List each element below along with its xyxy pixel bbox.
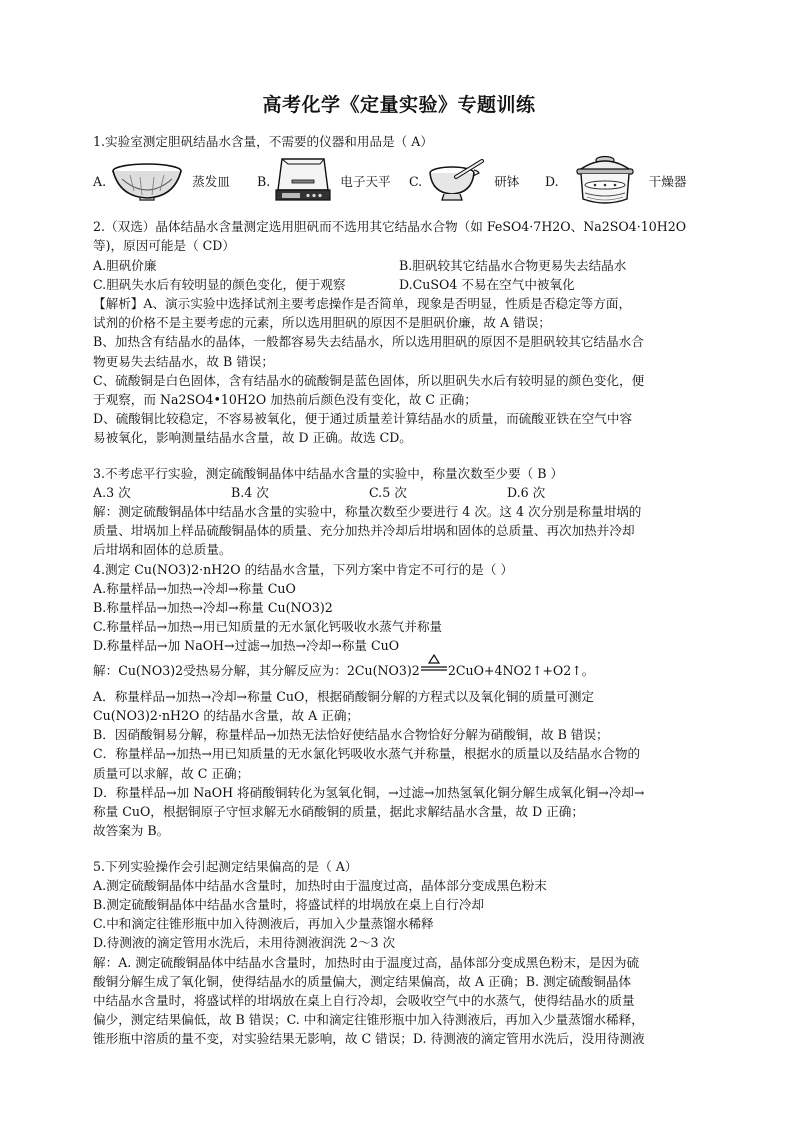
q5-option-a: A.测定硫酸铜晶体中结晶水含量时，加热时由于温度过高，晶体部分变成黑色粉末 xyxy=(93,877,547,893)
q1-option-a xyxy=(93,161,257,201)
mortar-pestle-icon xyxy=(426,159,486,203)
spacer xyxy=(93,448,705,464)
page-title: 高考化学《定量实验》专题训练 xyxy=(262,94,536,116)
electronic-balance-icon xyxy=(274,156,332,206)
analysis-line: 锥形瓶中溶质的量不变，对实验结果无影响，故 C 错误；D. 待测液的滴定管用水洗后，没用待测液 xyxy=(93,1031,645,1047)
q3-analysis xyxy=(93,502,705,560)
document-body xyxy=(93,92,705,1049)
spacer xyxy=(93,841,705,857)
q1-option-b-letter: B. xyxy=(257,173,271,189)
q2-options-row2 xyxy=(93,275,705,294)
analysis-line: C、硫酸铜是白色固体，含有结晶水的硫酸铜是蓝色固体，所以胆矾失水后有较明显的颜色变化，便 xyxy=(93,372,645,388)
q2-stem-line2: 等)，原因可能是（ CD） xyxy=(93,238,235,254)
q3-option-a: A.3 次 xyxy=(93,484,131,500)
q5-stem: 5.下列实验操作会引起测定结果偏高的是（ A） xyxy=(93,858,358,874)
analysis-line: 试剂的价格不是主要考虑的元素，所以选用胆矾的原因不是胆矾价廉，故 A 错误； xyxy=(93,315,551,331)
analysis-line: 解：测定硫酸铜晶体中结晶水含量的实验中，称量次数至少要进行 4 次。这 4 次分别是称量坩埚的 xyxy=(93,504,642,520)
q2-option-d: D.CuSO4 不易在空气中被氧化 xyxy=(399,276,575,292)
analysis-line: 物更易失去结晶水，故 B 错误； xyxy=(93,353,274,369)
q5-option-d: D.待测液的滴定管用水洗后，未用待测液润洗 2～3 次 xyxy=(93,935,396,951)
analysis-line: B．因硝酸铜易分解，称量样品→加热无法恰好使结晶水合物恰好分解为硝酸铜，故 B 错误； xyxy=(93,727,609,743)
heat-equals-icon xyxy=(420,664,448,678)
q2-options-row1 xyxy=(93,256,705,275)
q1-option-c-label: 研钵 xyxy=(494,173,520,189)
desiccator-icon xyxy=(573,155,637,207)
q4-option-b: B.称量样品→加热→冷却→称量 Cu(NO3)2 xyxy=(93,600,333,616)
q4-options xyxy=(93,579,705,656)
evaporating-dish-icon xyxy=(110,161,184,201)
q1-option-b-label: 电子天平 xyxy=(340,173,391,189)
q3-options xyxy=(93,483,705,502)
analysis-line: 后坩埚和固体的总质量。 xyxy=(93,542,232,558)
analysis-line: 于观察，而 Na2SO4•10H2O 加热前后颜色没有变化，故 C 正确； xyxy=(93,392,477,408)
q4-option-d: D.称量样品→加 NaOH→过滤→加热→冷却→称量 CuO xyxy=(93,638,400,654)
q4-stem: 4.测定 Cu(NO3)2·nH2O 的结晶水含量，下列方案中肯定不可行的是（ ） xyxy=(93,561,514,577)
q1-option-c xyxy=(409,159,545,203)
analysis-line: D、硫酸铜比较稳定，不容易被氧化，便于通过质量差计算结晶水的质量，而硫酸亚铁在空气中容 xyxy=(93,411,633,427)
q4-option-a: A.称量样品→加热→冷却→称量 CuO xyxy=(93,580,296,596)
analysis-line: 中结晶水含量时，将盛试样的坩埚放在桌上自行冷却，会吸收空气中的水蒸气，使得结晶水的质量 xyxy=(93,992,635,1008)
q4-option-c: C.称量样品→加热→用已知质量的无水氯化钙吸收水蒸气并称量 xyxy=(93,619,443,635)
q2-option-b: B.胆矾较其它结晶水合物更易失去结晶水 xyxy=(399,257,627,273)
q1-option-b xyxy=(257,156,409,206)
q4-analysis xyxy=(93,687,705,841)
analysis-line: C．称量样品→加热→用已知质量的无水氯化钙吸收水蒸气并称量，根据水的质量以及结晶水合物的 xyxy=(93,746,641,762)
analysis-line: 解：A. 测定硫酸铜晶体中结晶水含量时，加热时由于温度过高，晶体部分变成黑色粉末，是因为硫 xyxy=(93,954,640,970)
q4-equation xyxy=(93,661,705,680)
q3-stem: 3.不考虑平行实验，测定硫酸铜晶体中结晶水含量的实验中，称量次数至少要（ B ） xyxy=(93,465,564,481)
analysis-line: 故答案为 B。 xyxy=(93,823,170,839)
q5-analysis xyxy=(93,953,705,1049)
analysis-line: 酸铜分解生成了氧化铜，使得结晶水的质量偏大，测定结果偏高，故 A 正确；B. 测定硫酸铜晶体 xyxy=(93,973,632,989)
analysis-line: D．称量样品→加 NaOH 将硝酸铜转化为氢氧化铜，→过滤→加热氢氧化铜分解生成氧化铜→冷却→ xyxy=(93,784,645,800)
q5-option-c: C.中和滴定往锥形瓶中加入待测液后，再加入少量蒸馏水稀释 xyxy=(93,916,434,932)
q1-option-c-letter: C. xyxy=(409,173,423,189)
q1-options xyxy=(93,155,705,207)
q3-option-b: B.4 次 xyxy=(231,484,269,500)
q2-option-c: C.胆矾失水后有较明显的颜色变化，便于观察 xyxy=(93,276,346,292)
q1-option-d-label: 干燥器 xyxy=(648,173,687,189)
analysis-line: 偏少，测定结果偏低，故 B 错误；C. 中和滴定往锥形瓶中加入待测液后，再加入少量蒸馏水稀释， xyxy=(93,1012,644,1028)
q2-option-a: A.胆矾价廉 xyxy=(93,257,157,273)
q1-option-a-letter: A. xyxy=(93,173,107,189)
q3-option-c: C.5 次 xyxy=(369,484,407,500)
analysis-line: B、加热含有结晶水的晶体，一般都容易失去结晶水，所以选用胆矾的原因不是胆矾较其它结晶水合 xyxy=(93,334,644,350)
equation-right: 2CuO+4NO2↑+O2↑。 xyxy=(447,662,595,678)
analysis-line: A．称量样品→加热→冷却→称量 CuO，根据硝酸铜分解的方程式以及氧化铜的质量可测定 xyxy=(93,688,595,704)
analysis-line: 称量 CuO，根据铜原子守恒求解无水硝酸铜的质量，据此求解结晶水含量，故 D 正确； xyxy=(93,804,584,820)
q5-option-b: B.测定硫酸铜晶体中结晶水含量时，将盛试样的坩埚放在桌上自行冷却 xyxy=(93,896,485,912)
q1-stem: 1.实验室测定胆矾结晶水含量，不需要的仪器和用品是（ A） xyxy=(93,134,433,149)
analysis-line: 易被氧化，影响测量结晶水含量，故 D 正确。故选 CD。 xyxy=(93,430,412,446)
q5-options xyxy=(93,876,705,953)
analysis-line: Cu(NO3)2·nH2O 的结晶水含量，故 A 正确； xyxy=(93,708,360,724)
q2-analysis xyxy=(93,294,705,448)
q3-option-d: D.6 次 xyxy=(507,484,546,500)
q1-option-a-label: 蒸发皿 xyxy=(192,173,230,189)
q2-stem-line1: 2.（双选）晶体结晶水含量测定选用胆矾而不选用其它结晶水合物（如 FeSO4·7H2O、Na2SO4·10H2O xyxy=(93,219,687,235)
q1-option-d-letter: D. xyxy=(545,173,559,189)
analysis-line: 质量可以求解，故 C 正确； xyxy=(93,765,250,781)
analysis-line: 【解析】A、演示实验中选择试剂主要考虑操作是否简单，现象是否明显，性质是否稳定等方面， xyxy=(93,296,632,312)
equation-left: 解：Cu(NO3)2受热易分解，其分解反应为：2Cu(NO3)2 xyxy=(93,662,420,678)
q1-option-d xyxy=(545,155,686,207)
analysis-line: 质量、坩埚加上样品硫酸铜晶体的质量、充分加热并冷却后坩埚和固体的总质量、再次加热并冷却 xyxy=(93,523,635,539)
